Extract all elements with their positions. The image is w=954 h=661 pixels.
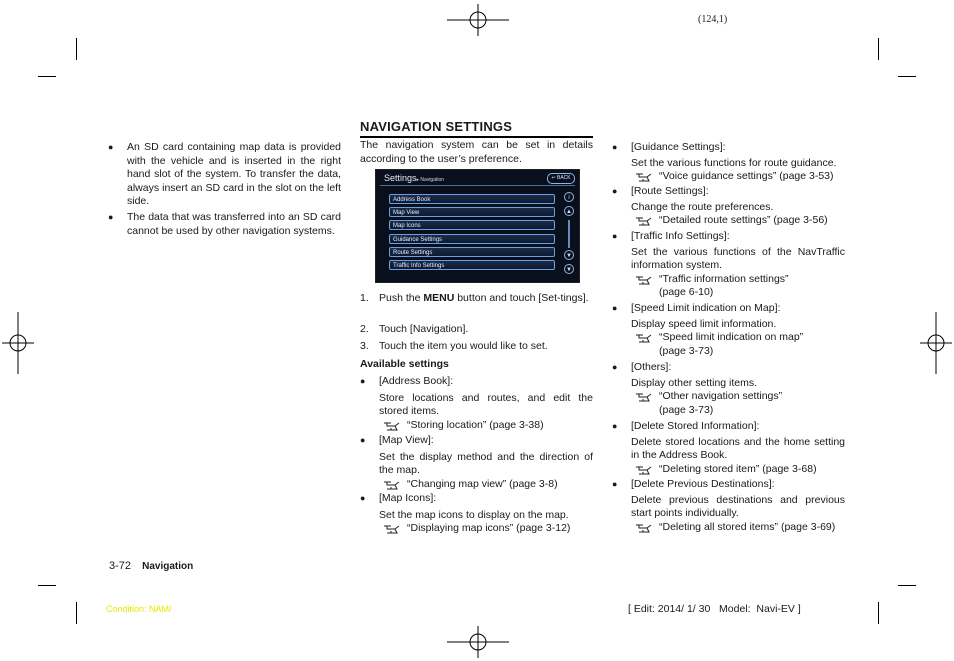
scroll-down-icon: ▼ [564,250,574,260]
list-item: ● [Address Book]: Store locations and routes, and edit the stored items. “Storing location” (page 3-38) [360,375,593,431]
registration-mark-top [447,4,509,36]
reference-icon [383,480,403,491]
reference-icon [635,333,655,344]
condition-label: Condition: NAM/ [106,604,172,614]
step-3: 3. Touch the item you would like to set. [360,340,548,352]
section-title: NAVIGATION SETTINGS [360,119,513,134]
edit-info: [ Edit: 2014/ 1/ 30 Model: Navi-EV ] [628,603,801,615]
registration-mark-left [2,312,34,374]
reference-icon [635,465,655,476]
list-item: ● [Route Settings]: Change the route preferences. “Detailed route settings” (page 3-56) [612,185,828,227]
intro-text: The navigation system can be set in details according to the user’s preference. [360,139,593,165]
scroll-end-icon: ▼ [564,264,574,274]
reference-icon [635,275,655,286]
screen-item: Address Book [389,194,555,204]
reference-icon [635,172,655,183]
reference-icon [383,524,403,535]
list-item: ● [Others]: Display other setting items. “Other navigation settings” (page 3-73) [612,361,783,416]
settings-screen-image [375,169,580,283]
screen-item: Traffic Info Settings [389,260,555,270]
list-item: ● [Delete Stored Information]: Delete stored locations and the home setting in the Address Book. “Deleting stored item” (page 3-68) [612,420,845,475]
registration-mark-bottom [447,626,509,658]
list-item: ● [Delete Previous Destinations]: Delete previous destinations and previous start points individually. “Deleting all stored items” (page 3-69) [612,478,845,533]
list-item: ● [Traffic Info Settings]: Set the various functions of the NavTraffic information system. “Traffic information settings” (page 6-10) [612,230,845,299]
available-settings-heading: Available settings [360,358,449,370]
page-code: (124,1) [698,14,728,25]
scrollbar-track [568,220,570,248]
registration-mark-right [920,312,952,374]
list-item: ● The data that was transferred into an SD card cannot be used by other navigation systems. [108,211,341,237]
list-item: ● An SD card containing map data is provided with the vehicle and is inserted in the right hand slot of the system. To transfer the data, always insert an SD card in the slot on the left side. [108,141,341,208]
reference-icon [635,392,655,403]
info-icon: i [564,192,574,202]
screen-item: Guidance Settings [389,234,555,244]
screen-item: Route Settings [389,247,555,257]
screen-title: Settings▸ Navigation [384,173,445,183]
list-item: ● [Map Icons]: Set the map icons to display on the map. “Displaying map icons” (page 3-12) [360,492,571,535]
reference-icon [635,523,655,534]
page-footer [109,560,193,572]
list-item: ● [Speed Limit indication on Map]: Display speed limit information. “Speed limit indication on map” (page 3-73) [612,302,804,357]
reference-icon [635,216,655,227]
footer-section: Navigation [142,561,194,572]
screen-item: Map View [389,207,555,217]
list-item: ● [Map View]: Set the display method and the direction of the map. “Changing map view” (page 3-8) [360,434,593,490]
back-button: ↩ BACK [547,173,575,184]
section-rule [360,136,593,138]
screen-item: Map Icons [389,220,555,230]
list-item: ● [Guidance Settings]: Set the various functions for route guidance. “Voice guidance settings” (page 3-53) [612,141,837,183]
page-number: 3-72 [109,560,132,572]
scroll-up-icon: ▲ [564,206,574,216]
screen-breadcrumb: ▸ Navigation [416,177,445,183]
step-1: 1. Push the MENU button and touch [Set-tings]. [360,292,589,304]
step-2: 2. Touch [Navigation]. [360,323,469,335]
reference-icon [383,421,403,432]
